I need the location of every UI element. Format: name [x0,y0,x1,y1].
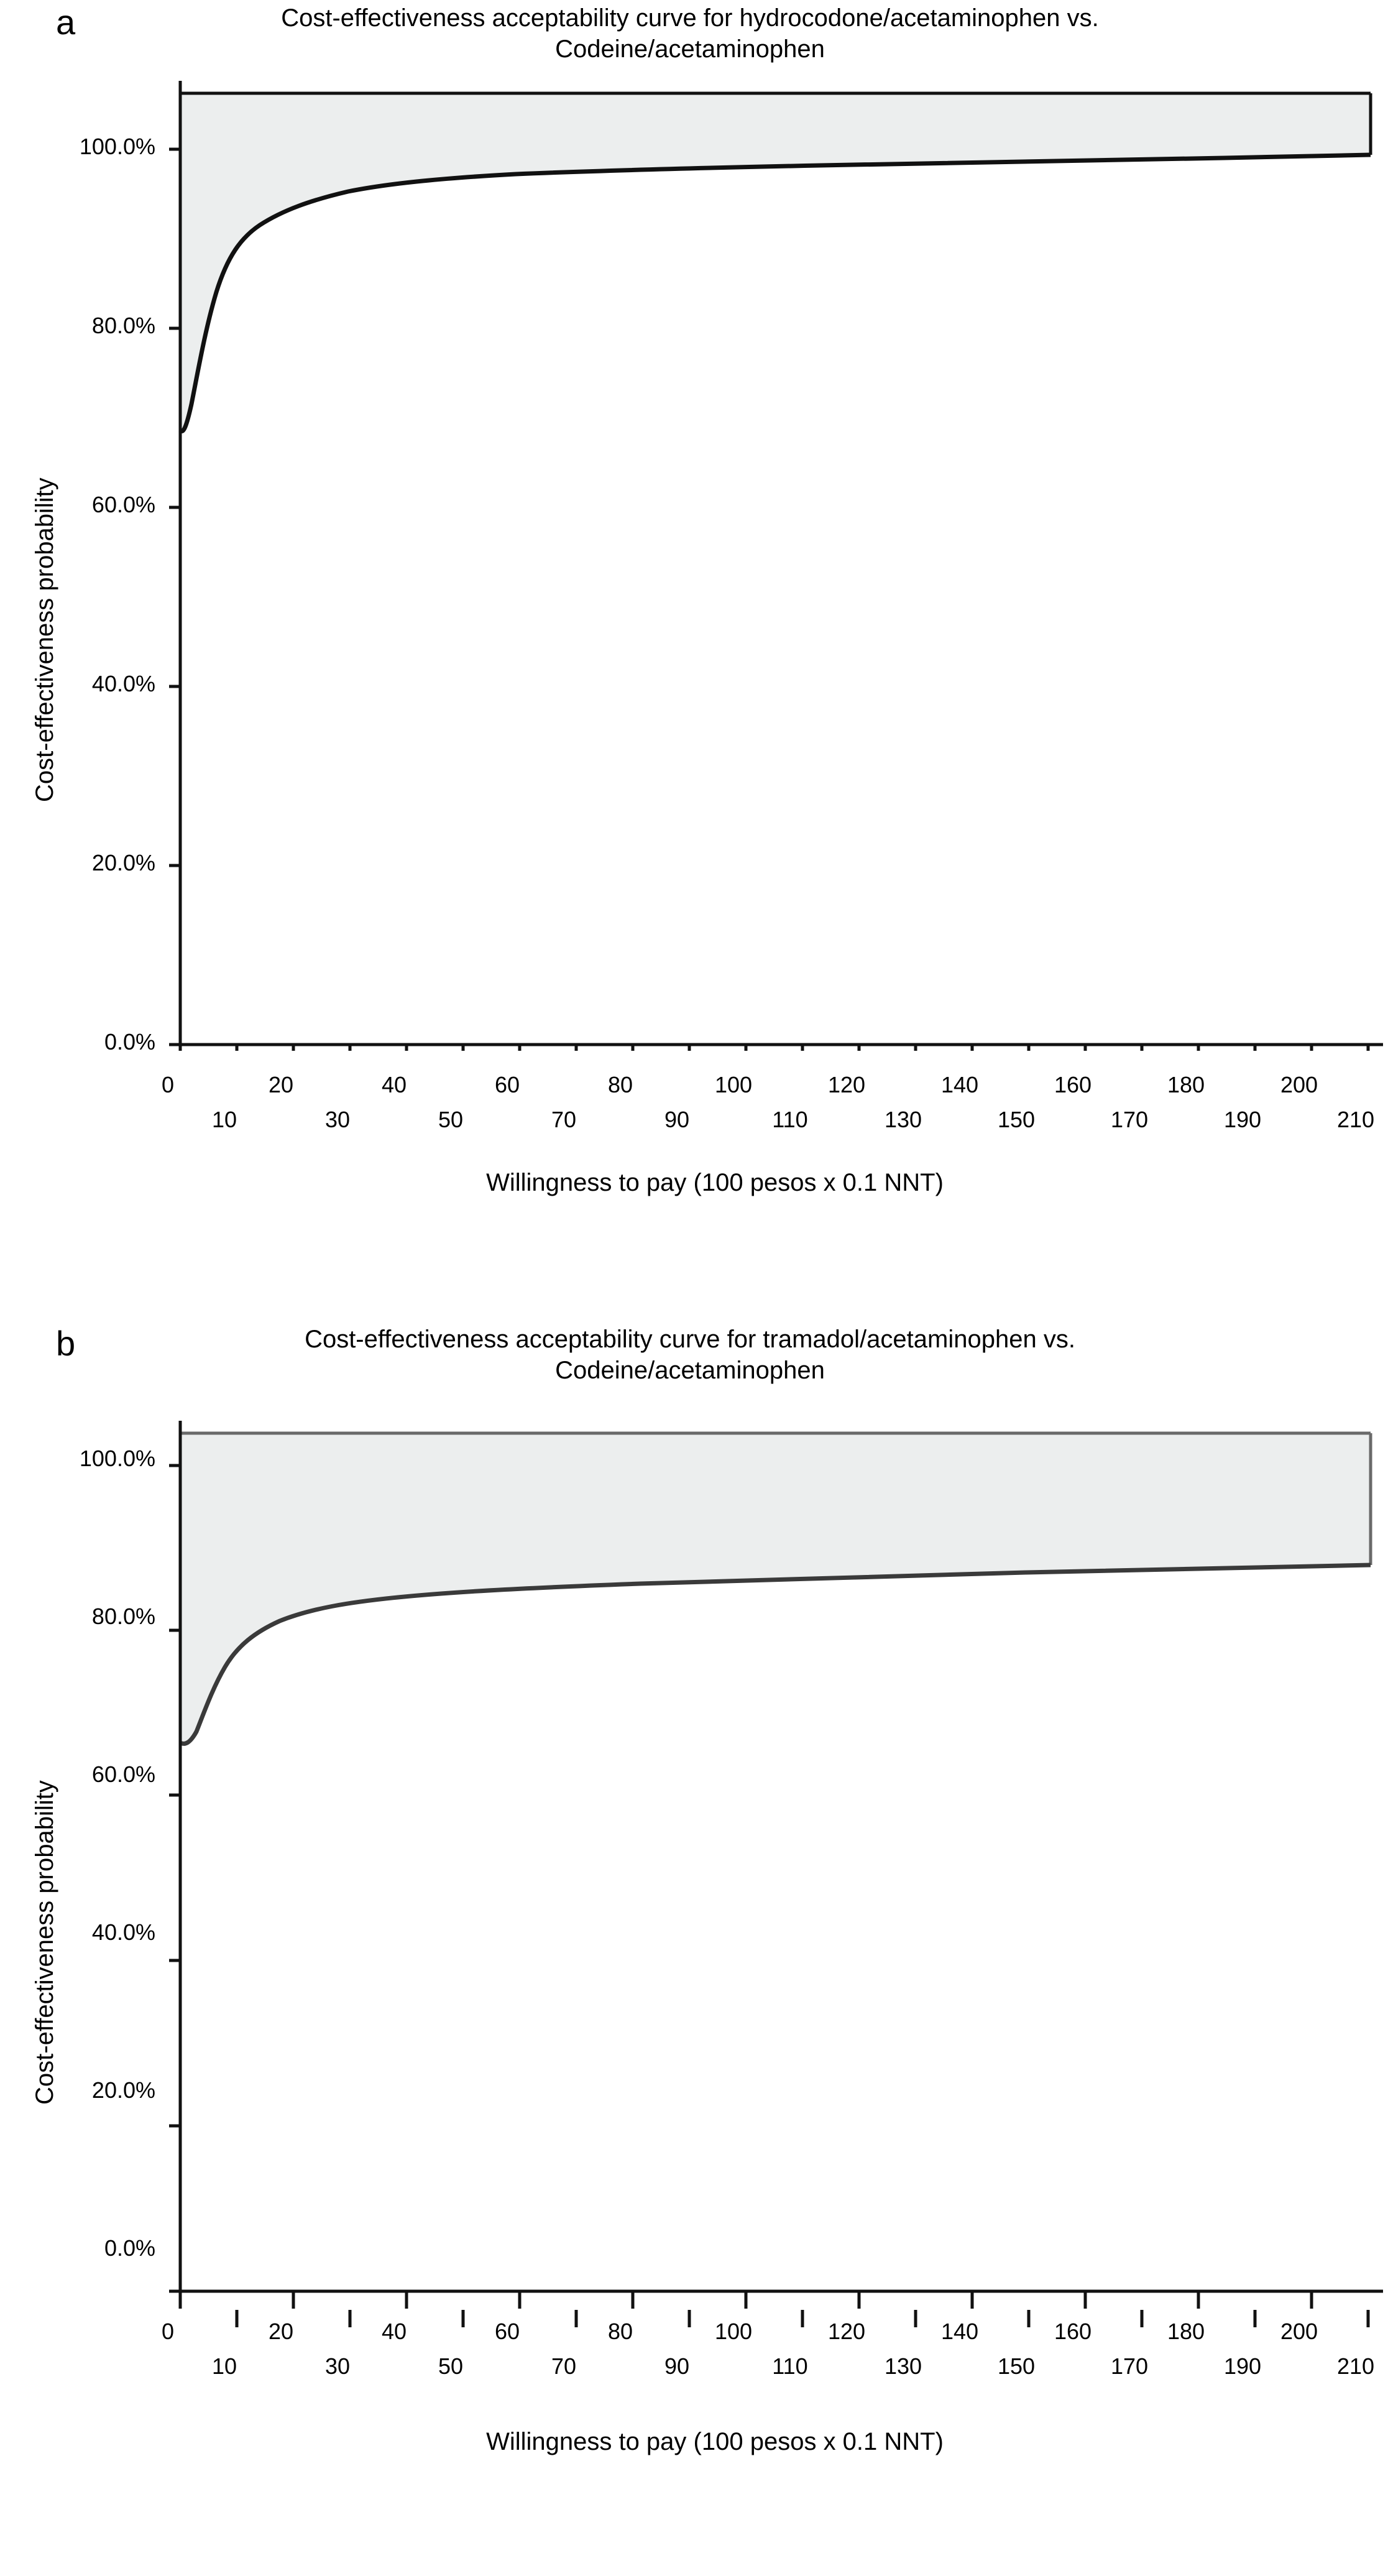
chart-title-a-line1: Cost-effectiveness acceptability curve for hydrocodone/acetaminophen vs. [281,4,1099,32]
chart-panel-a [0,0,1388,1281]
y-tick-label: 80.0% [91,313,155,338]
x-tick-label: 50 [438,1107,464,1132]
panel-letter-b: b [56,1324,76,1363]
x-tick-label: 50 [438,2353,464,2379]
x-tick-label: 160 [1054,1072,1092,1097]
panel-letter-a: a [56,2,76,42]
y-axis-ticks-a [169,149,180,1045]
chart-panel-b [0,1296,1388,2576]
y-axis-label-b: Cost-effectiveness probability [31,1780,58,2105]
y-tick-label: 100.0% [79,1446,155,1471]
x-axis-label-b: Willingness to pay (100 pesos x 0.1 NNT) [486,2428,944,2455]
shaded-region-b [180,1433,1371,2291]
x-tick-label: 140 [940,1072,979,1097]
series-line-a [180,155,1371,431]
x-tick-label: 30 [324,1107,351,1132]
x-tick-label: 40 [381,1072,407,1097]
plot-svg-a [168,81,1386,1051]
x-tick-label: 120 [827,1072,866,1097]
x-tick-label: 100 [714,1072,753,1097]
x-tick-label: 30 [324,2353,351,2379]
y-tick-label: 0.0% [104,1029,155,1055]
x-tick-label: 120 [827,2319,866,2344]
x-tick-label: 210 [1336,1107,1375,1132]
x-tick-label: 150 [997,1107,1036,1132]
shaded-region-a [180,93,1371,1045]
x-tick-label: 90 [664,1107,690,1132]
plot-area-b [168,1421,1386,2310]
x-tick-label: 60 [494,2319,520,2344]
y-tick-label: 100.0% [79,134,155,159]
x-tick-label: 190 [1223,1107,1262,1132]
x-tick-label: 100 [714,2319,753,2344]
y-tick-label: 80.0% [91,1604,155,1629]
x-tick-label: 180 [1167,2319,1205,2344]
x-tick-label: 170 [1110,1107,1149,1132]
x-tick-label: 20 [268,1072,294,1097]
y-tick-label: 60.0% [91,1761,155,1787]
x-tick-label: 20 [268,2319,294,2344]
x-tick-label: 140 [940,2319,979,2344]
x-tick-label: 0 [161,1072,175,1097]
y-axis-ticks-b [169,1466,180,2291]
y-tick-label: 20.0% [91,850,155,875]
x-tick-label: 80 [607,1072,633,1097]
chart-title-a-line2: Codeine/acetaminophen [555,35,825,63]
x-tick-label: 160 [1054,2319,1092,2344]
x-tick-label: 80 [607,2319,633,2344]
x-tick-label: 200 [1280,2319,1318,2344]
x-tick-label: 0 [161,2319,175,2344]
x-tick-label: 10 [211,1107,237,1132]
y-tick-label: 40.0% [91,1919,155,1945]
x-tick-label: 90 [664,2353,690,2379]
x-tick-label: 10 [211,2353,237,2379]
x-axis-label-a: Willingness to pay (100 pesos x 0.1 NNT) [486,1169,944,1196]
x-tick-label: 110 [772,2353,808,2379]
y-tick-label: 0.0% [104,2235,155,2261]
chart-title-b-line1: Cost-effectiveness acceptability curve for tramadol/acetaminophen vs. [305,1326,1075,1353]
x-tick-label: 200 [1280,1072,1318,1097]
x-tick-label: 60 [494,1072,520,1097]
chart-title-b [186,1324,1193,1386]
x-tick-label: 130 [884,2353,922,2379]
x-tick-label: 180 [1167,1072,1205,1097]
x-tick-label: 210 [1336,2353,1375,2379]
x-tick-label: 110 [772,1107,808,1132]
y-tick-label: 60.0% [91,492,155,517]
x-tick-label: 40 [381,2319,407,2344]
x-tick-label: 70 [551,1107,577,1132]
y-tick-label: 40.0% [91,671,155,696]
x-tick-label: 170 [1110,2353,1149,2379]
x-tick-label: 130 [884,1107,922,1132]
chart-title-b-line2: Codeine/acetaminophen [555,1357,825,1384]
y-tick-label: 20.0% [91,2077,155,2103]
x-tick-label: 150 [997,2353,1036,2379]
x-axis-ticks-major-b [180,2291,1312,2309]
plot-svg-b [168,1421,1386,2310]
chart-title-a [186,2,1193,65]
x-tick-label: 190 [1223,2353,1262,2379]
x-tick-label: 70 [551,2353,577,2379]
plot-area-a [168,81,1386,1051]
y-axis-label-a: Cost-effectiveness probability [31,478,58,802]
